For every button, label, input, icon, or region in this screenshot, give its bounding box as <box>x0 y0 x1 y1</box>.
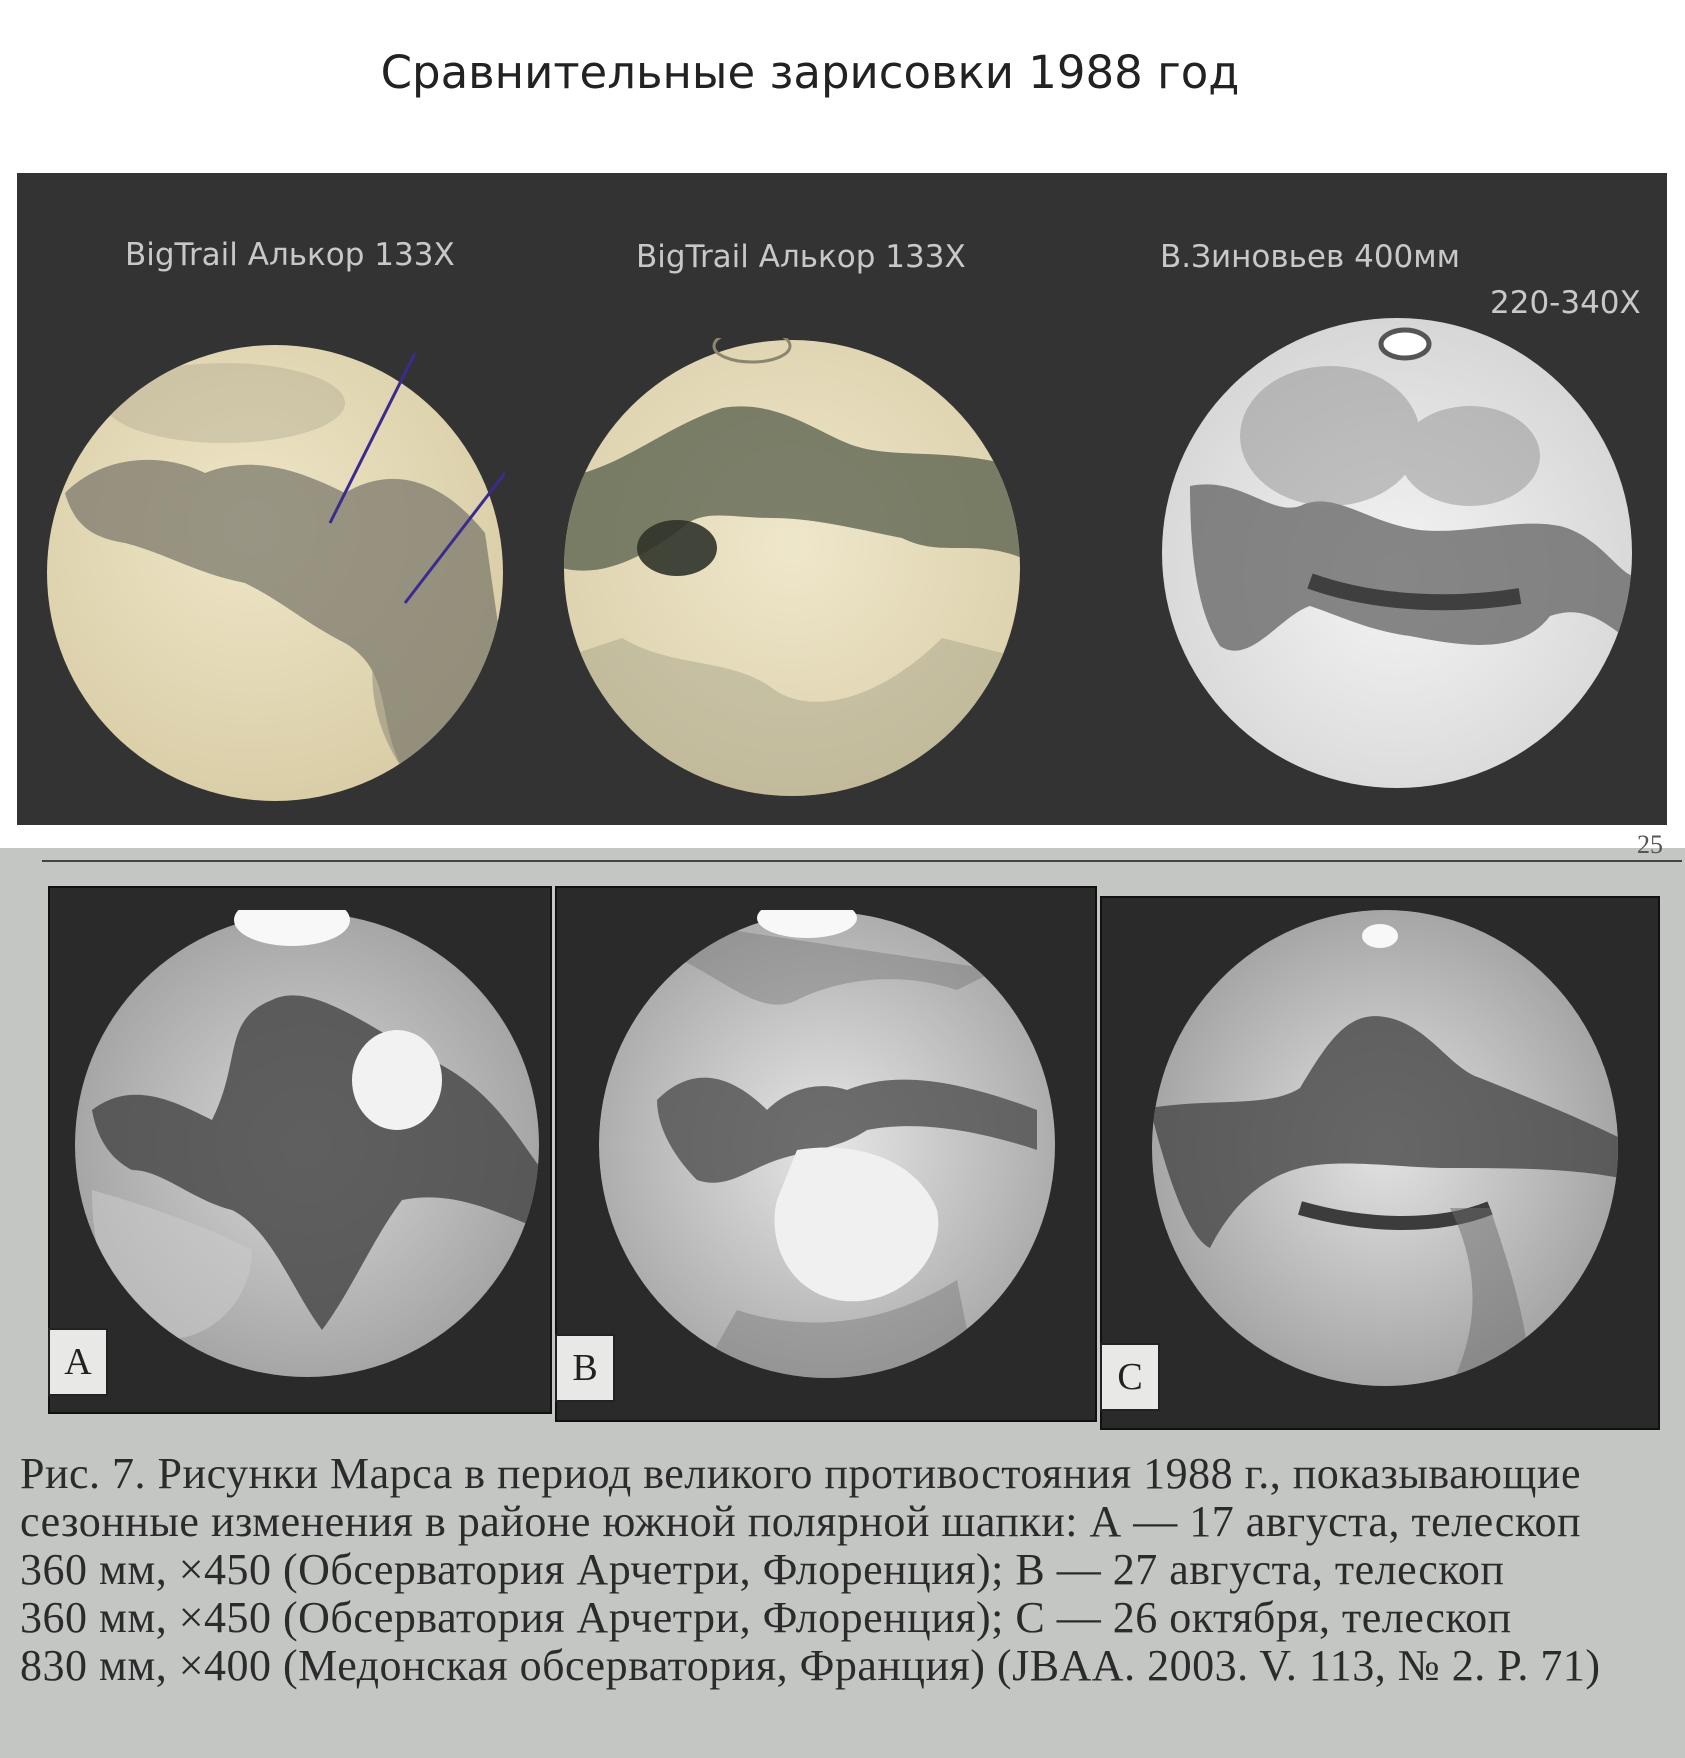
sketch-label-1: BigTrail Алькор 133X <box>125 237 455 273</box>
mars-drawing-a <box>72 910 542 1380</box>
panel-letter-c: C <box>1100 1343 1160 1411</box>
sketch-label-3: В.Зиновьев 400мм <box>1160 239 1461 275</box>
caption-line-4: 360 мм, ×450 (Обсерватория Арчетри, Флоренция); С — 26 октября, телескоп <box>20 1593 1512 1642</box>
mars-sketch-2 <box>562 338 1022 798</box>
mars-drawing-c <box>1150 908 1620 1388</box>
sketch-panel <box>17 173 1667 825</box>
panel-letter-a: A <box>48 1328 108 1396</box>
sketch-sublabel-3: 220-340X <box>1490 285 1641 321</box>
caption-line-1: Рис. 7. Рисунки Марса в период великого противостояния 1988 г., показывающие <box>20 1449 1581 1498</box>
figure-panel-a <box>48 886 552 1414</box>
figure-caption <box>20 1450 1670 1690</box>
mars-drawing-b <box>597 910 1057 1380</box>
page-title: Сравнительные зарисовки 1988 год <box>380 46 1240 99</box>
figure-panel-b <box>555 886 1097 1422</box>
caption-line-3: 360 мм, ×450 (Обсерватория Арчетри, Флоренция); В — 27 августа, телескоп <box>20 1545 1505 1594</box>
mars-sketch-3 <box>1160 316 1635 791</box>
caption-line-5: 830 мм, ×400 (Медонская обсерватория, Франция) (JBAA. 2003. V. 113, № 2. P. 71) <box>20 1641 1601 1690</box>
sketch-label-2: BigTrail Алькор 133X <box>636 239 966 275</box>
caption-line-2: сезонные изменения в районе южной полярной шапки: А — 17 августа, телескоп <box>20 1497 1582 1546</box>
mars-sketch-1 <box>45 343 505 803</box>
page-number: 25 <box>1637 830 1663 859</box>
figure-panel-c <box>1100 896 1660 1430</box>
panel-letter-b: B <box>555 1334 615 1402</box>
page-rule <box>42 860 1682 862</box>
